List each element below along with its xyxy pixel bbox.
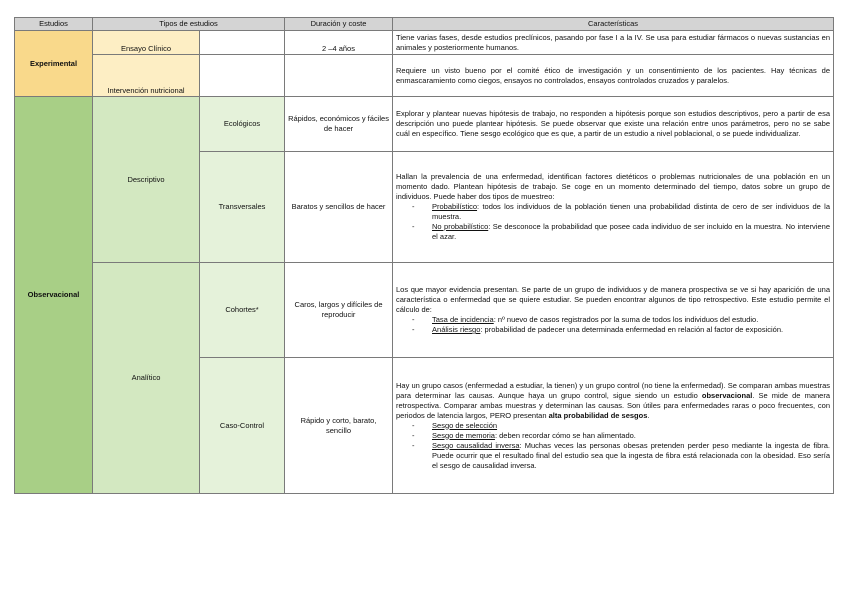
subtype-ecologicos: Ecológicos (200, 97, 285, 152)
study-types-table (14, 17, 834, 494)
text-analisis-riesgo: : probabilidad de padecer una determinada enfermedad en relación al factor de exposición. (480, 325, 784, 334)
list-item (422, 202, 830, 222)
duration-ecologicos: Rápidos, económicos y fáciles de hacer (285, 97, 393, 152)
desc-part: Hay un grupo casos (enfermedad a estudiar, la tienen) y un grupo control (no tiene la enfermedad). Se comparan ambas muestras para determinar las causas. Aunque haya un grupo control, sigue siendo un estudio (396, 380, 831, 400)
duration-cohortes: Caros, largos y difíciles de reproducir (285, 263, 393, 358)
desc-cohortes-text: Los que mayor evidencia presentan. Se parte de un grupo de individuos y de manera prospectiva se ve si hay aparición de una característica o enfermedad que se quiere estudiar. Se pueden encontrar algunos de tipo retrospectivo. Este estudio permite el cálculo de: (396, 285, 831, 314)
muestreo-list (396, 202, 830, 242)
term-sesgo-memoria: Sesgo de memoria (432, 430, 495, 440)
category-experimental: Experimental (15, 31, 93, 97)
text-tasa-incidencia: : nº nuevo de casos registrados por la suma de todos los individuos del estudio. (493, 315, 759, 324)
text-sesgo-causalidad: : Muchas veces las personas obesas pretenden perder peso mediante la ingesta de fibra. Puede ocurrir que el resultado final del estudio sea que la ingesta de fibra está relacionada con la obesidad. Eso sería el sesgo de causalidad inversa. (432, 440, 831, 470)
subtype-cohortes: Cohortes* (200, 263, 285, 358)
desc-intervencion: Requiere un visto bueno por el comité ético de investigación y un consentimiento de los pacientes. Hay técnicas de enmascaramiento como ciegos, ensayos no controlados, ensayos controlados cruzados y paralelos. (393, 55, 834, 97)
row-ensayo-clinico (15, 31, 834, 55)
desc-bold-observacional: observacional (701, 390, 753, 400)
type-analitico: Analítico (93, 263, 200, 494)
term-analisis-riesgo: Análisis riesgo (432, 325, 481, 334)
row-intervencion (15, 55, 834, 97)
calculo-list (396, 315, 830, 335)
duration-ensayo: 2 –4 años (285, 31, 393, 55)
desc-ensayo: Tiene varias fases, desde estudios preclínicos, pasando por fase I a la IV. Se usa para estudiar fármacos o nuevas sustancias en animales y posteriormente humanos. (393, 31, 834, 55)
duration-transversales: Baratos y sencillos de hacer (285, 152, 393, 263)
header-estudios: Estudios (15, 18, 93, 31)
desc-caso-control-text (396, 381, 830, 421)
type-intervencion-nutricional: Intervención nutricional (93, 55, 200, 97)
list-item (422, 441, 830, 471)
duration-empty (285, 55, 393, 97)
list-item (422, 222, 830, 242)
text-sesgo-memoria: : deben recordar cómo se han alimentado. (494, 430, 636, 440)
desc-caso-control (393, 358, 834, 494)
type-ensayo-clinico: Ensayo Clínico (93, 31, 200, 55)
duration-caso-control: Rápido y corto, barato, sencillo (285, 358, 393, 494)
desc-part: . (647, 410, 650, 420)
subtype-empty (200, 31, 285, 55)
term-no-probabilistico: No probabilístico (432, 222, 489, 231)
category-observacional: Observacional (15, 97, 93, 494)
list-item (422, 421, 830, 431)
text-probabilistico: : todos los individuos de la población tienen una probabilidad distinta de cero de ser individuos de la muestra. (432, 202, 831, 221)
desc-cohortes (393, 263, 834, 358)
term-sesgo-seleccion: Sesgo de selección (432, 420, 498, 430)
list-item (422, 315, 830, 325)
row-ecologicos (15, 97, 834, 152)
list-item (422, 431, 830, 441)
desc-bold-sesgos: alta probabilidad de sesgos (548, 410, 648, 420)
desc-transversales-text: Hallan la prevalencia de una enfermedad, identifican factores dietéticos o problemas nutricionales de una población en un momento dado. Plantean hipótesis de trabajo. Se coge en un momento determinado del tiempo, datos sobre un grupo de individuos. Puede haber dos tipos de muestreo: (396, 172, 831, 201)
desc-transversales (393, 152, 834, 263)
desc-ecologicos: Explorar y plantear nuevas hipótesis de trabajo, no responden a hipótesis porque son estudios descriptivos, pero a partir de esa descripción uno puede plantear hipótesis. Se puede observar que existe una relación entre unos parámetros, pero no se sabe cuál en específico. Tiene sesgo ecológico que es que, a partir de un estudio a nivel poblacional, o se puede individualizar. (393, 97, 834, 152)
header-row (15, 18, 834, 31)
type-descriptivo: Descriptivo (93, 97, 200, 263)
header-duracion: Duración y coste (285, 18, 393, 31)
sesgos-list (396, 421, 830, 471)
row-cohortes (15, 263, 834, 358)
header-caracteristicas: Características (393, 18, 834, 31)
subtype-empty (200, 55, 285, 97)
desc-part: . Se mide de manera retrospectiva. Comparar ambas muestras y determinan las causas. Son útiles para enfermedades raras o poco frecuentes, con periodos de latencia largos, PERO presentan (396, 390, 831, 420)
list-item (422, 325, 830, 335)
text-no-probabilistico: : Se desconoce la probabilidad que posee cada individuo de ser incluido en la muestra. No interviene el azar. (432, 222, 830, 241)
header-tipos: Tipos de estudios (93, 18, 285, 31)
term-tasa-incidencia: Tasa de incidencia (432, 315, 494, 324)
term-probabilistico: Probabilístico (432, 202, 478, 211)
subtype-caso-control: Caso-Control (200, 358, 285, 494)
term-sesgo-causalidad: Sesgo causalidad inversa (432, 440, 520, 450)
subtype-transversales: Transversales (200, 152, 285, 263)
